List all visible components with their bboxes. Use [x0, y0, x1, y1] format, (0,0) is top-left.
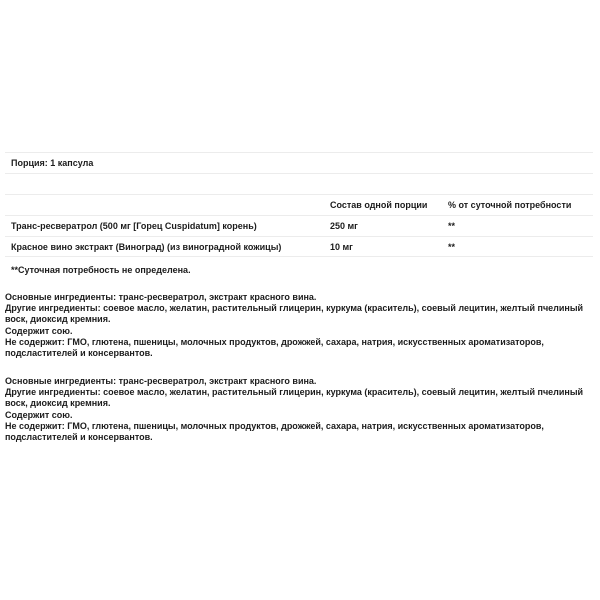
- serving-size: Порция: 1 капсула: [11, 158, 94, 168]
- ingredient-name: Красное вино экстракт (Виноград) (из виноградной кожицы): [11, 242, 282, 252]
- spacer-row: [5, 173, 593, 194]
- table-row: [5, 215, 593, 236]
- other-ingredients: Другие ингредиенты: соевое масло, желатин, растительный глицерин, куркума (краситель), соевый лецитин, желтый пчелиный воск, диоксид кремния.: [5, 303, 584, 325]
- table-row: [5, 236, 593, 257]
- free-of: Не содержит: ГМО, глютена, пшеницы, молочных продуктов, дрожжей, сахара, натрия, искусственных ароматизаторов, подсластителей и консервантов.: [5, 420, 544, 443]
- free-of: Не содержит: ГМО, глютена, пшеницы, молочных продуктов, дрожжей, сахара, натрия, искусственных ароматизаторов, подсластителей и консервантов.: [5, 336, 544, 359]
- allergen-contains: Содержит сою.: [5, 325, 73, 336]
- footnote: **Суточная потребность не определена.: [11, 265, 191, 275]
- ingredient-dv: **: [448, 242, 456, 252]
- supplement-facts-table: [5, 152, 593, 257]
- allergen-contains: Содержит сою.: [5, 409, 73, 420]
- ingredient-name: Транс-ресвератрол (500 мг [Горец Cuspidatum] корень): [11, 221, 257, 231]
- serving-row: [5, 152, 593, 173]
- ingredient-dv: **: [448, 221, 456, 231]
- ingredient-amount: 250 мг: [330, 221, 358, 231]
- header-daily-value: % от суточной потребности: [448, 200, 572, 210]
- main-ingredients: Основные ингредиенты: транс-ресвератрол, экстракт красного вина.: [5, 292, 317, 302]
- ingredients-block: [5, 292, 590, 359]
- ingredient-amount: 10 мг: [330, 242, 353, 252]
- ingredients-block: [5, 376, 590, 443]
- header-amount: Состав одной порции: [330, 200, 428, 210]
- other-ingredients: Другие ингредиенты: соевое масло, желатин, растительный глицерин, куркума (краситель), соевый лецитин, желтый пчелиный воск, диоксид кремния.: [5, 387, 584, 409]
- header-row: [5, 194, 593, 215]
- main-ingredients: Основные ингредиенты: транс-ресвератрол, экстракт красного вина.: [5, 376, 317, 386]
